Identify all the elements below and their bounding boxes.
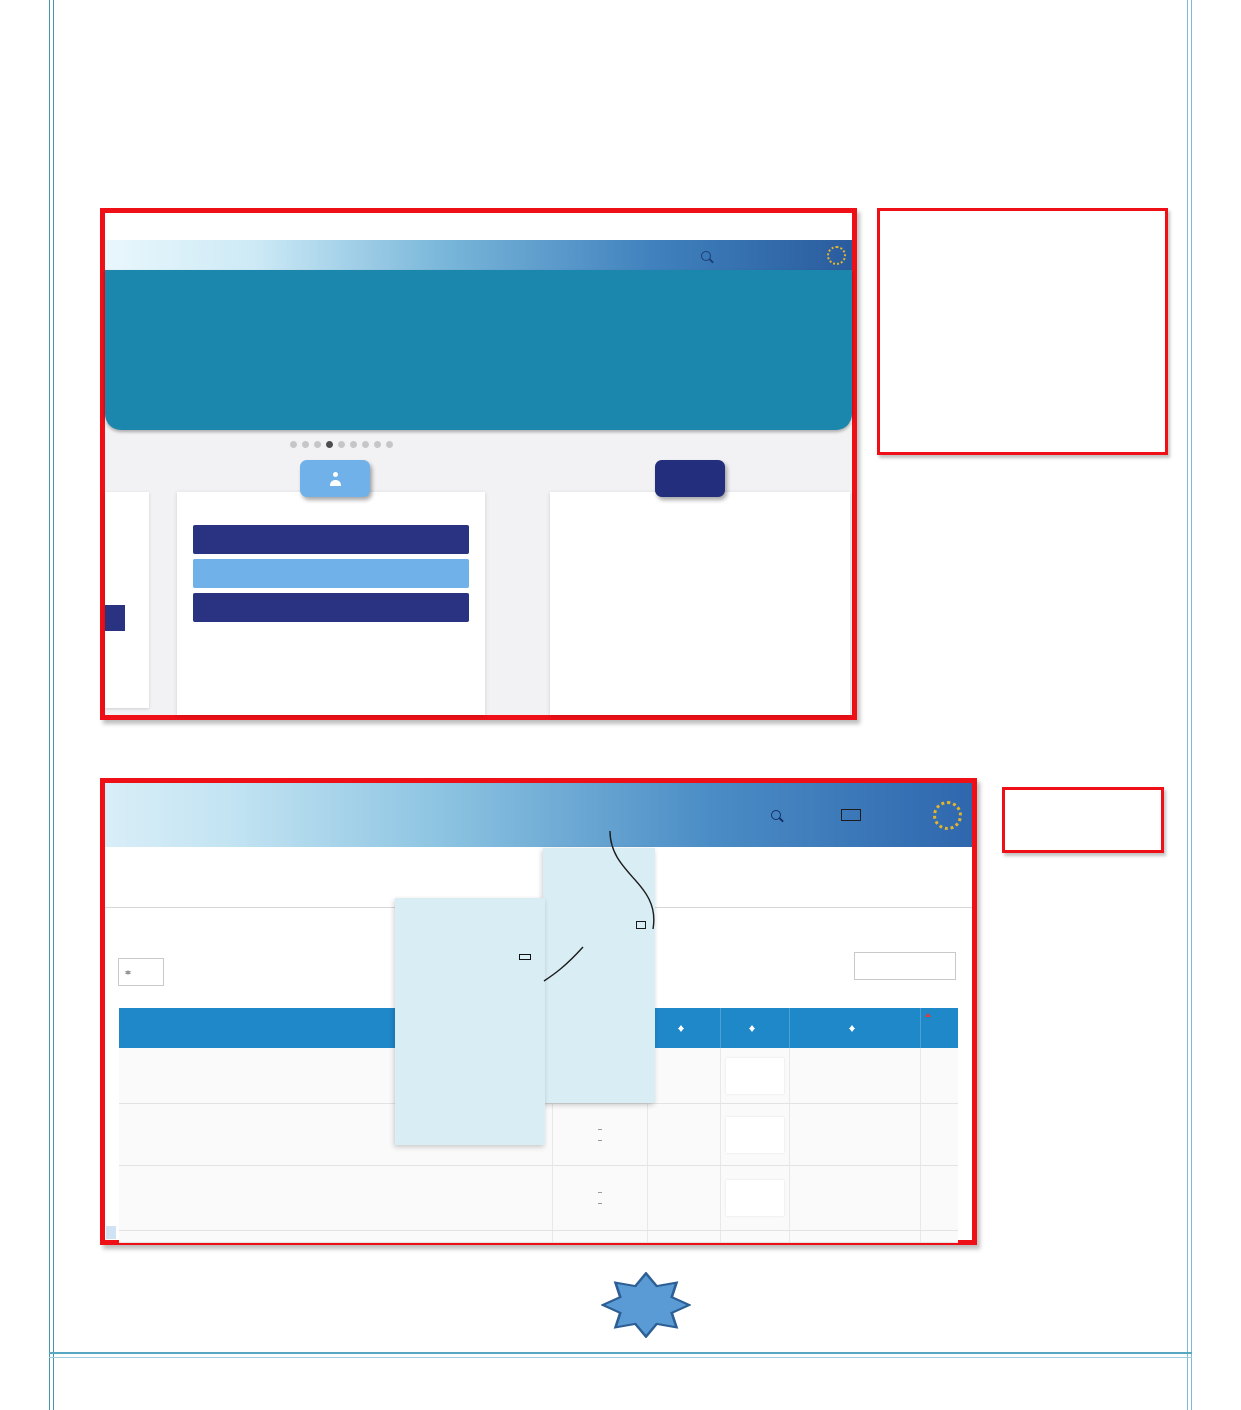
sort-arrows-icon [849,1023,856,1034]
register-card-badge [300,460,370,497]
column-header-tracking-number[interactable] [720,1008,789,1048]
register-button[interactable] [193,525,469,554]
nav-item-services-highlighted[interactable] [841,809,861,821]
spinner-arrows-icon [125,967,132,978]
tracking-cell [720,1048,789,1103]
carousel-dot-active[interactable] [326,441,333,448]
intro-card [550,492,850,715]
sort-arrows-icon [678,1023,685,1034]
search-icon[interactable] [771,810,781,820]
screenshot-portal-services [100,778,977,1245]
request-name [789,1104,920,1165]
search-icon[interactable] [701,251,711,261]
intro-card-badge [655,460,725,497]
menu-item-highlighted[interactable] [543,921,655,931]
frame-right-line [1187,0,1188,1410]
tracking-cell [720,1166,789,1230]
table-row [119,1166,958,1231]
star-icon [601,1272,691,1338]
step2-note-box [1002,787,1164,853]
column-header-request-name[interactable] [789,1008,920,1048]
screenshot-portal-home [100,208,857,720]
status-bar-url [106,1226,116,1239]
action-cell [552,1166,647,1230]
frame-bottom-line [49,1352,1192,1354]
carousel-dot[interactable] [362,441,369,448]
page-size-select[interactable] [118,958,164,986]
tracking-number-redacted [726,1180,784,1216]
carousel-dot[interactable] [338,441,345,448]
portal-topbar [105,213,852,240]
row-number [920,1104,958,1165]
download-transcript-link[interactable] [598,1192,602,1204]
carousel-dot[interactable] [350,441,357,448]
action-cell [552,1104,647,1165]
frame-bottom-line [49,1357,1192,1358]
partial-card [105,492,149,708]
request-name [789,1166,920,1230]
row-number [920,1048,958,1103]
tracking-number-redacted [726,1117,784,1153]
column-header-row-number[interactable] [920,1008,958,1048]
tracking-cell [720,1104,789,1165]
register-card [177,492,485,715]
carousel-dot[interactable] [374,441,381,448]
carousel-dot[interactable] [290,441,297,448]
page-number-badge [601,1272,691,1338]
person-icon [328,472,343,486]
portal2-logo [923,801,962,830]
portal-logo [823,246,846,265]
status-cell [647,1166,720,1230]
sort-arrows-icon [749,1023,756,1034]
carousel-dots [290,441,393,448]
search-input[interactable] [854,952,956,980]
status-cell [647,1048,720,1103]
carousel-dot[interactable] [314,441,321,448]
portal-navbar [105,240,852,271]
frame-left-line [49,0,50,1410]
request-name [789,1048,920,1103]
submenu-item-highlighted[interactable] [395,950,545,964]
table-row-partial [119,1231,958,1243]
status-cell [647,1104,720,1165]
step1-note-box [877,208,1168,455]
applicant-login-button[interactable] [193,559,469,588]
portal2-header [105,783,972,847]
services-submenu [395,898,545,1145]
column-header-status[interactable] [647,1008,720,1048]
carousel-dot[interactable] [302,441,309,448]
download-transcript-link[interactable] [598,1129,602,1141]
tracking-number-redacted [726,1058,784,1094]
sort-caret-icon [925,1010,931,1017]
university-login-button[interactable] [193,593,469,622]
description-cell [119,1166,552,1230]
row-number [920,1166,958,1230]
logo-emblem-icon [827,246,846,265]
logo-emblem-icon [933,801,962,830]
hero-banner [105,270,852,430]
partial-card-button [105,605,125,631]
services-dropdown-menu [543,848,655,1103]
frame-right-line [1191,0,1192,1410]
carousel-dot[interactable] [386,441,393,448]
frame-left-line [53,0,54,1410]
